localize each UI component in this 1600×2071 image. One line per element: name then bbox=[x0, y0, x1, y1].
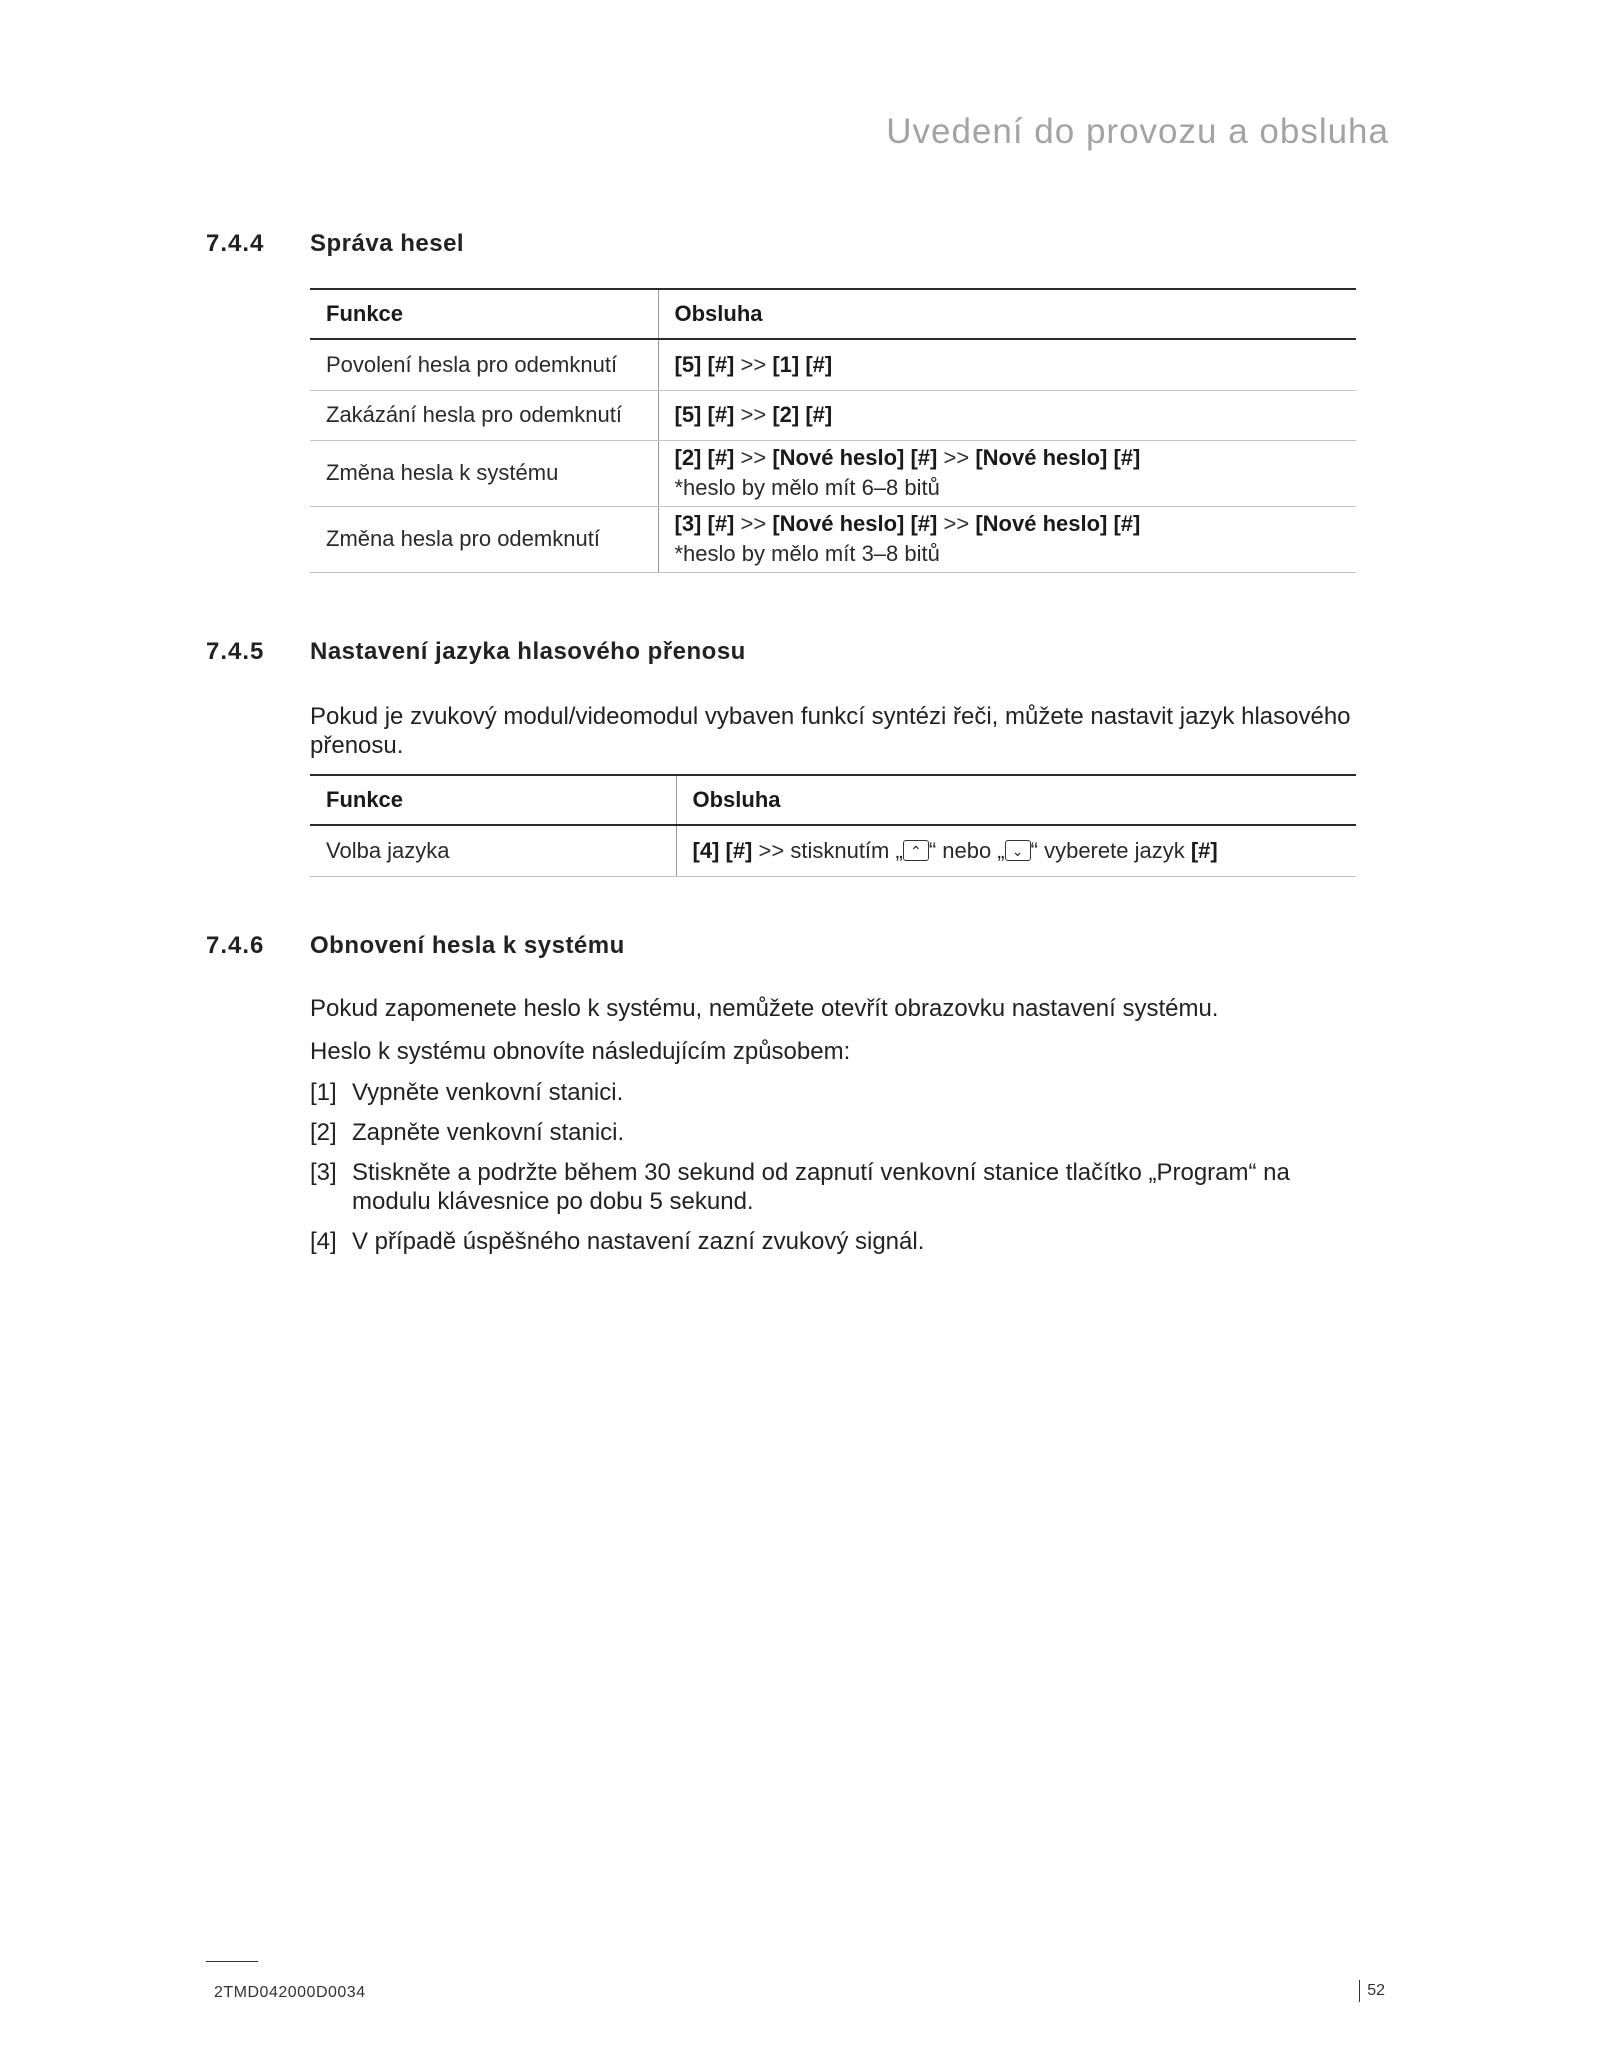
section-heading-password-management bbox=[206, 230, 464, 258]
key-sequence: [5] [#] bbox=[674, 402, 735, 427]
section-number: 7.4.6 bbox=[206, 932, 265, 959]
sequence-separator: >> bbox=[740, 351, 767, 377]
table-row bbox=[310, 440, 1356, 506]
table-row bbox=[310, 339, 1356, 390]
function-cell: Zakázání hesla pro odemknutí bbox=[310, 390, 658, 440]
step-text: V případě úspěšného nastavení zazní zvukový signál. bbox=[352, 1228, 925, 1255]
sequence-separator: >> bbox=[740, 402, 767, 427]
step-text: Stiskněte a podržte během 30 sekund od zapnutí venkovní stanice tlačítko „Program“ na modulu klávesnice po dobu 5 sekund. bbox=[352, 1159, 1290, 1215]
operation-text: stisknutím „ bbox=[790, 837, 903, 863]
key-sequence: [Nové heslo] [#] bbox=[772, 445, 938, 470]
list-item bbox=[310, 1227, 1356, 1256]
operation-cell bbox=[676, 825, 1356, 876]
list-item bbox=[310, 1078, 1356, 1107]
step-number: [4] bbox=[310, 1228, 337, 1255]
key-sequence: [3] [#] bbox=[674, 511, 735, 536]
table-row bbox=[310, 825, 1356, 876]
reset-intro-paragraph: Pokud zapomenete heslo k systému, nemůžete otevřít obrazovku nastavení systému. bbox=[310, 995, 1219, 1022]
footer-rule bbox=[206, 1961, 258, 1962]
operation-cell bbox=[658, 339, 1356, 390]
table-row bbox=[310, 390, 1356, 440]
key-sequence: [2] [#] bbox=[772, 402, 833, 427]
operation-text: “ nebo „ bbox=[928, 837, 1005, 863]
key-sequence: [1] [#] bbox=[772, 351, 833, 377]
step-text: Vypněte venkovní stanici. bbox=[352, 1079, 624, 1106]
section-number: 7.4.5 bbox=[206, 638, 265, 665]
step-number: [2] bbox=[310, 1119, 337, 1146]
step-text: Zapněte venkovní stanici. bbox=[352, 1119, 625, 1146]
column-header-operation: Obsluha bbox=[658, 289, 1356, 339]
chevron-up-key-icon: ⌃ bbox=[903, 840, 929, 861]
sequence-separator: >> bbox=[758, 837, 785, 863]
operation-cell bbox=[658, 440, 1356, 506]
table-header-row bbox=[310, 289, 1356, 339]
function-cell: Změna hesla pro odemknutí bbox=[310, 506, 658, 572]
operation-cell bbox=[658, 390, 1356, 440]
section-title: Správa hesel bbox=[310, 230, 465, 257]
key-sequence: [5] [#] bbox=[674, 351, 735, 377]
language-selection-table bbox=[310, 774, 1356, 877]
table-header-row bbox=[310, 775, 1356, 825]
list-item bbox=[310, 1118, 1356, 1147]
section-title: Nastavení jazyka hlasového přenosu bbox=[310, 638, 746, 665]
page-number: 52 bbox=[1359, 1980, 1385, 2002]
section-heading-voice-language bbox=[206, 638, 746, 666]
section-number: 7.4.4 bbox=[206, 230, 265, 257]
document-number: 2TMD042000D0034 bbox=[214, 1984, 366, 2001]
sequence-separator: >> bbox=[943, 445, 970, 470]
password-length-note: *heslo by mělo mít 6–8 bitů bbox=[674, 475, 940, 500]
reset-lead-paragraph: Heslo k systému obnovíte následujícím způsobem: bbox=[310, 1038, 851, 1065]
column-header-function: Funkce bbox=[310, 775, 676, 825]
function-cell: Změna hesla k systému bbox=[310, 440, 658, 506]
key-sequence: [Nové heslo] [#] bbox=[975, 511, 1141, 536]
column-header-function: Funkce bbox=[310, 289, 658, 339]
operation-cell bbox=[658, 506, 1356, 572]
password-management-table bbox=[310, 288, 1356, 573]
key-sequence: [Nové heslo] [#] bbox=[975, 445, 1141, 470]
step-number: [1] bbox=[310, 1079, 337, 1106]
sequence-separator: >> bbox=[943, 511, 970, 536]
key-sequence: [2] [#] bbox=[674, 445, 735, 470]
chevron-down-key-icon: ⌄ bbox=[1005, 840, 1031, 861]
list-item bbox=[310, 1158, 1356, 1216]
reset-steps-list bbox=[310, 1078, 1356, 1267]
step-number: [3] bbox=[310, 1159, 337, 1186]
key-sequence: [#] bbox=[1190, 837, 1218, 863]
table-row bbox=[310, 506, 1356, 572]
column-header-operation: Obsluha bbox=[676, 775, 1356, 825]
key-sequence: [Nové heslo] [#] bbox=[772, 511, 938, 536]
sequence-separator: >> bbox=[740, 445, 767, 470]
section-heading-password-reset bbox=[206, 932, 625, 960]
language-intro-paragraph: Pokud je zvukový modul/videomodul vybaven funkcí syntézi řeči, můžete nastavit jazyk hlasového přenosu. bbox=[310, 703, 1351, 759]
function-cell: Volba jazyka bbox=[310, 825, 676, 876]
section-title: Obnovení hesla k systému bbox=[310, 932, 625, 959]
operation-text: “ vyberete jazyk bbox=[1030, 837, 1185, 863]
password-length-note: *heslo by mělo mít 3–8 bitů bbox=[674, 541, 940, 566]
key-sequence: [4] [#] bbox=[692, 837, 753, 863]
function-cell: Povolení hesla pro odemknutí bbox=[310, 339, 658, 390]
running-header-title: Uvedení do provozu a obsluha bbox=[886, 112, 1389, 151]
sequence-separator: >> bbox=[740, 511, 767, 536]
